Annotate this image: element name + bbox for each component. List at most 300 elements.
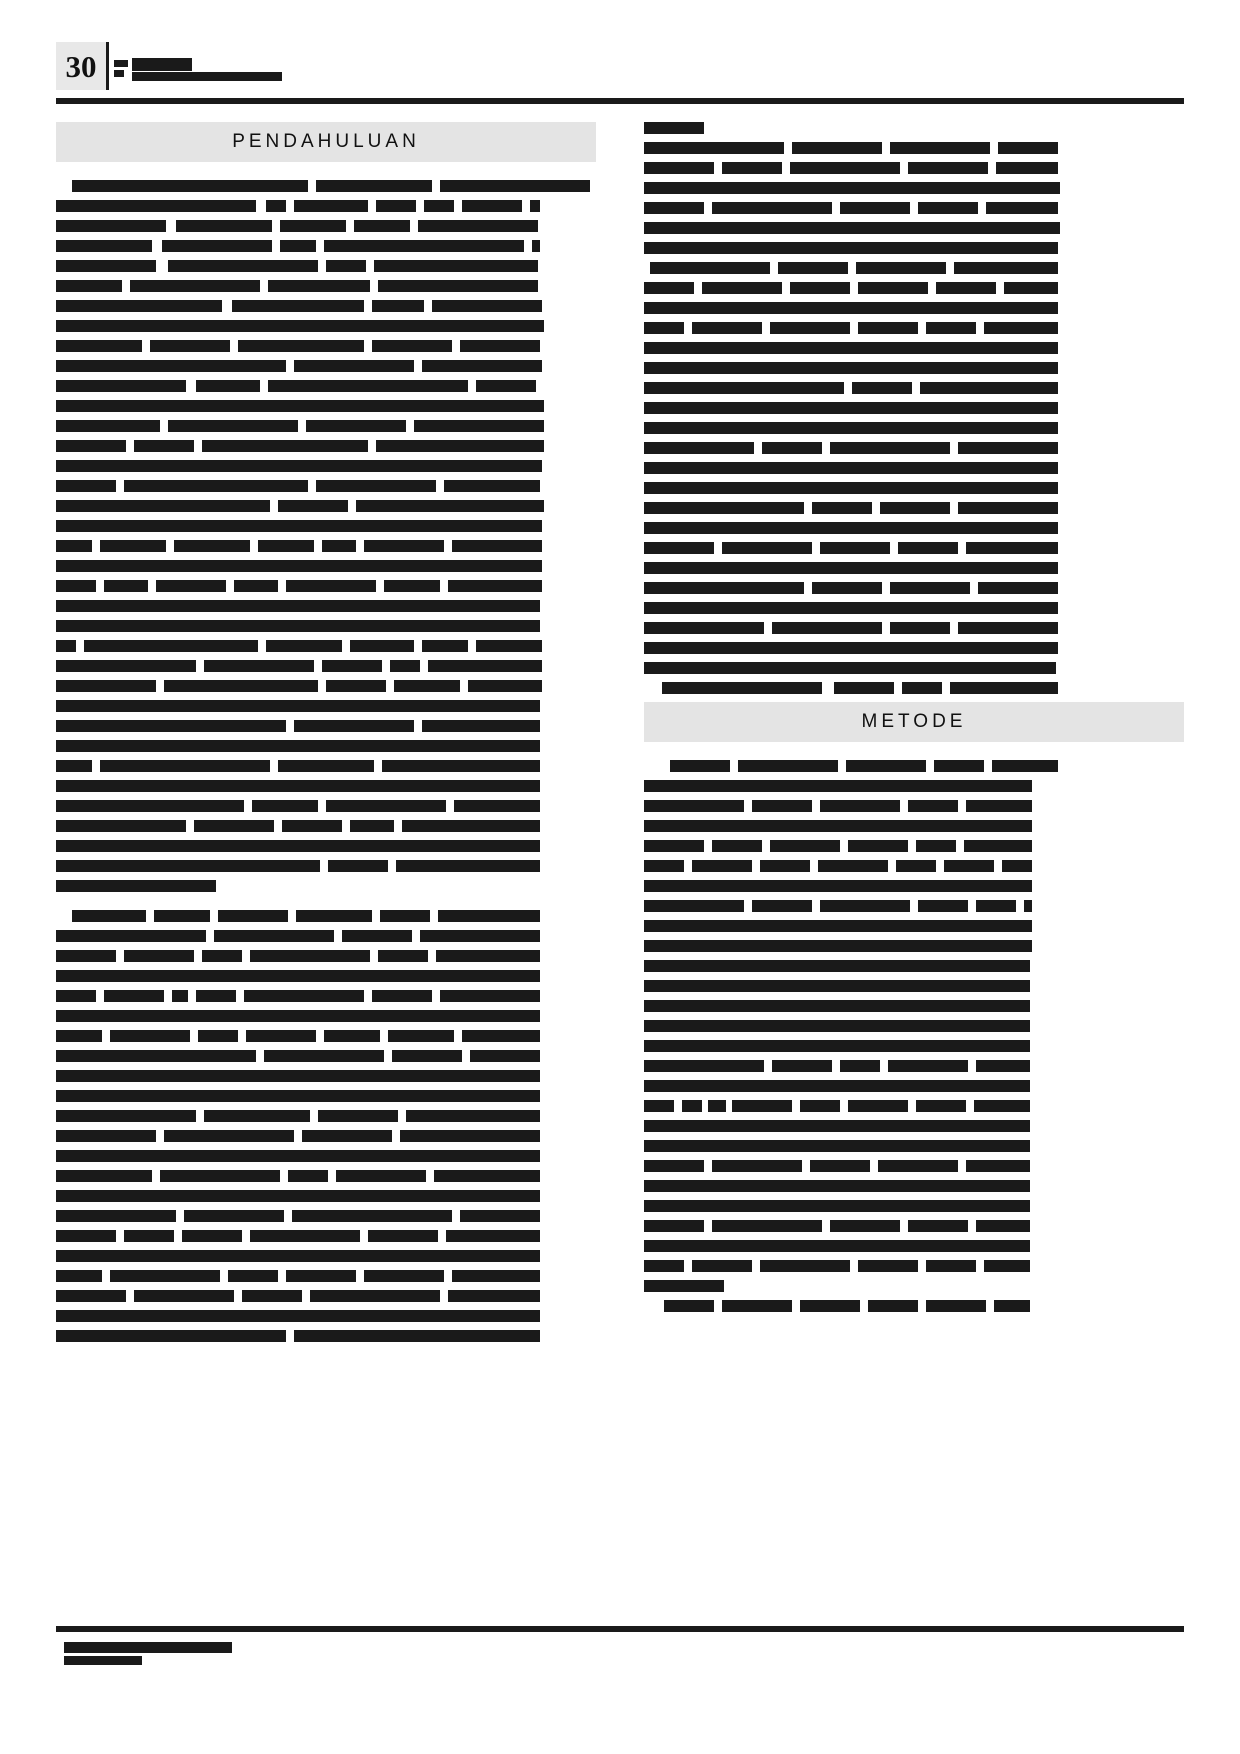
redaction-bar xyxy=(762,442,822,454)
redaction-bar xyxy=(918,202,978,214)
redacted-text-line xyxy=(56,1110,596,1122)
footer-redacted-text xyxy=(64,1642,364,1666)
redaction-bar xyxy=(310,1290,440,1302)
redacted-text-line xyxy=(56,930,596,942)
redacted-text-line xyxy=(644,482,1184,494)
redaction-bar xyxy=(644,860,684,872)
redacted-text-line xyxy=(56,1150,596,1162)
redaction-bar xyxy=(268,380,468,392)
redaction-bar xyxy=(56,320,544,332)
redaction-bar xyxy=(752,900,812,912)
redaction-bar xyxy=(908,1220,968,1232)
redacted-text-line xyxy=(56,180,596,192)
redacted-text-line xyxy=(56,1270,596,1282)
redaction-bar xyxy=(752,800,812,812)
redaction-bar xyxy=(446,1230,540,1242)
redacted-text-line xyxy=(56,1030,596,1042)
redacted-text-line xyxy=(56,990,596,1002)
redaction-bar xyxy=(650,262,770,274)
redaction-bar xyxy=(760,860,810,872)
redaction-bar xyxy=(644,322,684,334)
redaction-bar xyxy=(376,440,544,452)
redaction-bar xyxy=(692,860,752,872)
redaction-bar xyxy=(662,682,822,694)
redaction-bar xyxy=(364,540,444,552)
redaction-bar xyxy=(286,1270,356,1282)
redacted-text-line xyxy=(644,760,1184,772)
redacted-text-line xyxy=(56,720,596,732)
redaction-bar xyxy=(356,500,544,512)
redaction-bar xyxy=(958,502,1058,514)
redaction-bar xyxy=(134,440,194,452)
redacted-text-line xyxy=(56,500,596,512)
redaction-bar xyxy=(1002,860,1032,872)
redaction-bar xyxy=(104,990,164,1002)
redacted-text-line xyxy=(56,260,596,272)
redaction-bar xyxy=(936,282,996,294)
redaction-bar xyxy=(644,780,1032,792)
redaction-bar xyxy=(644,1000,1030,1012)
redacted-text-line xyxy=(56,520,596,532)
redaction-bar xyxy=(428,660,542,672)
redaction-bar xyxy=(644,302,1058,314)
redaction-bar xyxy=(888,1060,968,1072)
redacted-text-line xyxy=(644,940,1184,952)
redaction-bar xyxy=(448,1290,540,1302)
redaction-bar xyxy=(918,900,968,912)
redaction-bar xyxy=(958,622,1058,634)
redaction-bar xyxy=(388,1030,454,1042)
redaction-bar xyxy=(56,1190,540,1202)
column-right xyxy=(644,122,1184,1320)
redacted-text-line xyxy=(644,682,1184,694)
redaction-bar xyxy=(176,220,272,232)
redaction-bar xyxy=(316,480,436,492)
redacted-text-line xyxy=(56,640,596,652)
redacted-text-line xyxy=(56,1310,596,1322)
redaction-bar xyxy=(154,910,210,922)
redaction-bar xyxy=(278,500,348,512)
redaction-bar xyxy=(56,800,244,812)
redacted-text-line xyxy=(644,122,1184,134)
redaction-bar xyxy=(890,582,970,594)
redaction-bar xyxy=(294,200,368,212)
page-number: 30 xyxy=(65,48,97,84)
redacted-text-line xyxy=(56,820,596,832)
redaction-bar xyxy=(56,640,76,652)
redaction-bar xyxy=(840,1060,880,1072)
redacted-text-line xyxy=(56,480,596,492)
redaction-bar xyxy=(818,860,888,872)
redaction-bar xyxy=(476,640,542,652)
redaction-bar xyxy=(264,1050,384,1062)
redacted-text-line xyxy=(644,1140,1184,1152)
redacted-text-line xyxy=(56,760,596,772)
redaction-bar xyxy=(644,1140,1030,1152)
redaction-bar xyxy=(644,1280,724,1292)
redaction-bar xyxy=(908,800,958,812)
redacted-text-line xyxy=(644,562,1184,574)
redaction-bar xyxy=(530,200,540,212)
redaction-bar xyxy=(56,600,540,612)
redacted-text-line xyxy=(644,1020,1184,1032)
redaction-bar xyxy=(56,860,320,872)
redaction-bar xyxy=(56,840,540,852)
redacted-text-line xyxy=(644,780,1184,792)
redaction-bar xyxy=(114,60,128,67)
redaction-bar xyxy=(644,402,1058,414)
redaction-bar xyxy=(852,382,912,394)
redaction-bar xyxy=(810,1160,870,1172)
redacted-text-line xyxy=(644,282,1184,294)
redaction-bar xyxy=(966,542,1058,554)
redaction-bar xyxy=(380,910,430,922)
redaction-bar xyxy=(218,910,288,922)
redaction-bar xyxy=(976,900,1016,912)
redacted-text-line xyxy=(56,540,596,552)
redaction-bar xyxy=(848,1100,908,1112)
redaction-bar xyxy=(326,680,386,692)
redacted-text-line xyxy=(644,202,1184,214)
redacted-text-line xyxy=(644,1280,1184,1292)
redaction-bar xyxy=(984,1260,1030,1272)
redaction-bar xyxy=(56,200,256,212)
redaction-bar xyxy=(268,280,370,292)
redaction-bar xyxy=(56,300,222,312)
redaction-bar xyxy=(56,1030,102,1042)
redaction-bar xyxy=(846,760,926,772)
redaction-bar xyxy=(644,1040,1030,1052)
redaction-bar xyxy=(162,240,272,252)
redaction-bar xyxy=(702,282,782,294)
redaction-bar xyxy=(56,1250,540,1262)
redacted-text-line xyxy=(56,560,596,572)
redaction-bar xyxy=(134,1290,234,1302)
redaction-bar xyxy=(194,820,274,832)
redacted-text-line xyxy=(644,342,1184,354)
redaction-bar xyxy=(820,900,910,912)
header-redacted-text xyxy=(114,50,514,82)
redacted-text-line xyxy=(644,642,1184,654)
redaction-bar xyxy=(322,540,356,552)
redaction-bar xyxy=(394,680,460,692)
redacted-text-line xyxy=(644,422,1184,434)
redaction-bar xyxy=(812,502,872,514)
redaction-bar xyxy=(72,910,146,922)
redaction-bar xyxy=(400,1130,540,1142)
redaction-bar xyxy=(644,1260,684,1272)
redaction-bar xyxy=(390,660,420,672)
redaction-bar xyxy=(306,420,406,432)
redaction-bar xyxy=(898,542,958,554)
redaction-bar xyxy=(168,260,318,272)
redacted-text-line xyxy=(644,860,1184,872)
redacted-text-line xyxy=(644,1080,1184,1092)
redaction-bar xyxy=(644,462,1058,474)
redacted-text-line xyxy=(644,182,1184,194)
redaction-bar xyxy=(732,1100,792,1112)
column-right-body-top xyxy=(644,122,1184,694)
redaction-bar xyxy=(644,800,744,812)
redaction-bar xyxy=(384,580,440,592)
column-right-body-bottom xyxy=(644,760,1184,1312)
redaction-bar xyxy=(104,580,148,592)
redaction-bar xyxy=(56,660,196,672)
redaction-bar xyxy=(644,1080,1030,1092)
redacted-text-line xyxy=(56,1290,596,1302)
section-heading-metode: METODE xyxy=(644,702,1184,742)
redaction-bar xyxy=(966,1160,1030,1172)
redacted-text-line xyxy=(56,880,596,892)
redaction-bar xyxy=(644,960,1030,972)
redaction-bar xyxy=(56,820,186,832)
redacted-text-line xyxy=(56,220,596,232)
redaction-bar xyxy=(712,202,832,214)
redaction-bar xyxy=(288,1170,328,1182)
redaction-bar xyxy=(644,382,844,394)
redaction-bar xyxy=(368,1230,438,1242)
redaction-bar xyxy=(64,1656,142,1665)
redaction-bar xyxy=(294,1330,540,1342)
redaction-bar xyxy=(232,300,364,312)
redacted-text-line xyxy=(56,1230,596,1242)
redaction-bar xyxy=(214,930,334,942)
redaction-bar xyxy=(354,220,410,232)
redaction-bar xyxy=(372,300,424,312)
redaction-bar xyxy=(644,820,1032,832)
redaction-bar xyxy=(164,1130,294,1142)
redaction-bar xyxy=(110,1270,220,1282)
redacted-text-line xyxy=(56,970,596,982)
redacted-text-line xyxy=(644,522,1184,534)
redaction-bar xyxy=(664,1300,714,1312)
redaction-bar xyxy=(422,720,540,732)
redaction-bar xyxy=(56,240,152,252)
redacted-text-line xyxy=(56,200,596,212)
redaction-bar xyxy=(174,540,250,552)
redaction-bar xyxy=(56,380,186,392)
redaction-bar xyxy=(644,1120,1030,1132)
redaction-bar xyxy=(800,1100,840,1112)
redaction-bar xyxy=(156,580,226,592)
redacted-text-line xyxy=(644,1160,1184,1172)
redaction-bar xyxy=(644,1180,1030,1192)
redaction-bar xyxy=(372,990,432,1002)
redaction-bar xyxy=(438,910,540,922)
redacted-text-line xyxy=(56,700,596,712)
redaction-bar xyxy=(322,660,382,672)
redaction-bar xyxy=(644,622,764,634)
redacted-text-line xyxy=(644,362,1184,374)
redaction-bar xyxy=(372,340,452,352)
redacted-text-line xyxy=(56,1210,596,1222)
redacted-text-line xyxy=(56,340,596,352)
redaction-bar xyxy=(820,542,890,554)
redaction-bar xyxy=(280,240,316,252)
redaction-bar xyxy=(934,760,984,772)
redaction-bar xyxy=(56,1110,196,1122)
redaction-bar xyxy=(56,400,544,412)
redaction-bar xyxy=(916,840,956,852)
redaction-bar xyxy=(468,680,542,692)
redaction-bar xyxy=(644,542,714,554)
redacted-text-line xyxy=(56,680,596,692)
redaction-bar xyxy=(56,680,156,692)
redaction-bar xyxy=(978,582,1058,594)
redacted-text-line xyxy=(644,960,1184,972)
redacted-text-line xyxy=(644,1220,1184,1232)
redaction-bar xyxy=(132,72,282,81)
redacted-text-line xyxy=(644,1180,1184,1192)
redaction-bar xyxy=(890,142,990,154)
redaction-bar xyxy=(202,950,242,962)
redaction-bar xyxy=(974,1100,1030,1112)
paragraph-gap xyxy=(56,900,596,910)
redaction-bar xyxy=(56,1070,540,1082)
redaction-bar xyxy=(644,342,1058,354)
redaction-bar xyxy=(944,860,994,872)
redacted-text-line xyxy=(56,380,596,392)
redacted-text-line xyxy=(644,920,1184,932)
redaction-bar xyxy=(278,760,374,772)
redaction-bar xyxy=(324,1030,380,1042)
redaction-bar xyxy=(244,990,364,1002)
redaction-bar xyxy=(682,1100,702,1112)
redacted-text-line xyxy=(56,950,596,962)
redaction-bar xyxy=(644,662,1056,674)
redaction-bar xyxy=(644,202,704,214)
redaction-bar xyxy=(228,1270,278,1282)
redacted-text-line xyxy=(644,880,1184,892)
redaction-bar xyxy=(644,602,1058,614)
redaction-bar xyxy=(328,860,388,872)
redaction-bar xyxy=(56,1170,152,1182)
redaction-bar xyxy=(56,480,116,492)
redaction-bar xyxy=(250,950,370,962)
redaction-bar xyxy=(56,1330,286,1342)
redaction-bar xyxy=(196,990,236,1002)
redaction-bar xyxy=(296,910,372,922)
redacted-text-line xyxy=(56,580,596,592)
redaction-bar xyxy=(976,1060,1030,1072)
redaction-bar xyxy=(324,240,524,252)
redacted-text-line xyxy=(644,142,1184,154)
redaction-bar xyxy=(644,582,804,594)
redaction-bar xyxy=(976,1220,1030,1232)
redaction-bar xyxy=(992,760,1058,772)
redaction-bar xyxy=(132,58,192,71)
redacted-text-line xyxy=(56,1130,596,1142)
redaction-bar xyxy=(56,440,126,452)
redacted-text-line xyxy=(56,1050,596,1062)
redacted-text-line xyxy=(644,242,1184,254)
redaction-bar xyxy=(644,980,1030,992)
redaction-bar xyxy=(202,440,368,452)
redaction-bar xyxy=(382,760,540,772)
redaction-bar xyxy=(778,262,848,274)
redaction-bar xyxy=(436,950,540,962)
redaction-bar xyxy=(644,442,754,454)
page-header xyxy=(56,42,1184,92)
redacted-text-line xyxy=(644,402,1184,414)
redaction-bar xyxy=(868,1300,918,1312)
redaction-bar xyxy=(760,1260,850,1272)
redaction-bar xyxy=(926,1300,986,1312)
redaction-bar xyxy=(644,562,1058,574)
redaction-bar xyxy=(56,340,142,352)
redaction-bar xyxy=(448,580,542,592)
redaction-bar xyxy=(644,1220,704,1232)
redaction-bar xyxy=(168,420,298,432)
redaction-bar xyxy=(424,200,454,212)
redaction-bar xyxy=(420,930,540,942)
redaction-bar xyxy=(1024,900,1032,912)
redaction-bar xyxy=(644,142,784,154)
redaction-bar xyxy=(396,860,540,872)
redaction-bar xyxy=(926,322,976,334)
redacted-text-line xyxy=(56,1190,596,1202)
redacted-text-line xyxy=(644,222,1184,234)
redaction-bar xyxy=(712,1160,802,1172)
redaction-bar xyxy=(280,220,346,232)
redaction-bar xyxy=(858,282,928,294)
redaction-bar xyxy=(644,1060,764,1072)
redaction-bar xyxy=(462,200,522,212)
redaction-bar xyxy=(644,482,1058,494)
redaction-bar xyxy=(56,580,96,592)
redaction-bar xyxy=(644,1240,1030,1252)
redaction-bar xyxy=(350,640,414,652)
redaction-bar xyxy=(294,360,414,372)
redaction-bar xyxy=(56,540,92,552)
column-left xyxy=(56,122,596,1350)
redaction-bar xyxy=(964,840,1032,852)
redacted-text-line xyxy=(644,1120,1184,1132)
redaction-bar xyxy=(772,1060,832,1072)
redaction-bar xyxy=(282,820,342,832)
redaction-bar xyxy=(172,990,188,1002)
redaction-bar xyxy=(444,480,540,492)
redacted-text-line xyxy=(56,300,596,312)
redaction-bar xyxy=(56,1310,540,1322)
redacted-text-line xyxy=(644,1000,1184,1012)
redacted-text-line xyxy=(56,780,596,792)
redaction-bar xyxy=(920,382,1058,394)
redacted-text-line xyxy=(56,1090,596,1102)
redaction-bar xyxy=(820,800,900,812)
redaction-bar xyxy=(56,950,116,962)
redacted-text-line xyxy=(644,162,1184,174)
redaction-bar xyxy=(56,360,286,372)
redaction-bar xyxy=(792,142,882,154)
redaction-bar xyxy=(266,200,286,212)
redacted-text-line xyxy=(56,280,596,292)
redaction-bar xyxy=(418,220,538,232)
redaction-bar xyxy=(712,1220,822,1232)
redaction-bar xyxy=(840,202,910,214)
redaction-bar xyxy=(56,220,166,232)
redaction-bar xyxy=(422,640,468,652)
redaction-bar xyxy=(644,900,744,912)
redaction-bar xyxy=(376,200,416,212)
redaction-bar xyxy=(56,460,542,472)
redaction-bar xyxy=(326,800,446,812)
redaction-bar xyxy=(644,242,1058,254)
redaction-bar xyxy=(770,322,850,334)
redaction-bar xyxy=(890,622,950,634)
redaction-bar xyxy=(56,1010,540,1022)
redaction-bar xyxy=(350,820,394,832)
